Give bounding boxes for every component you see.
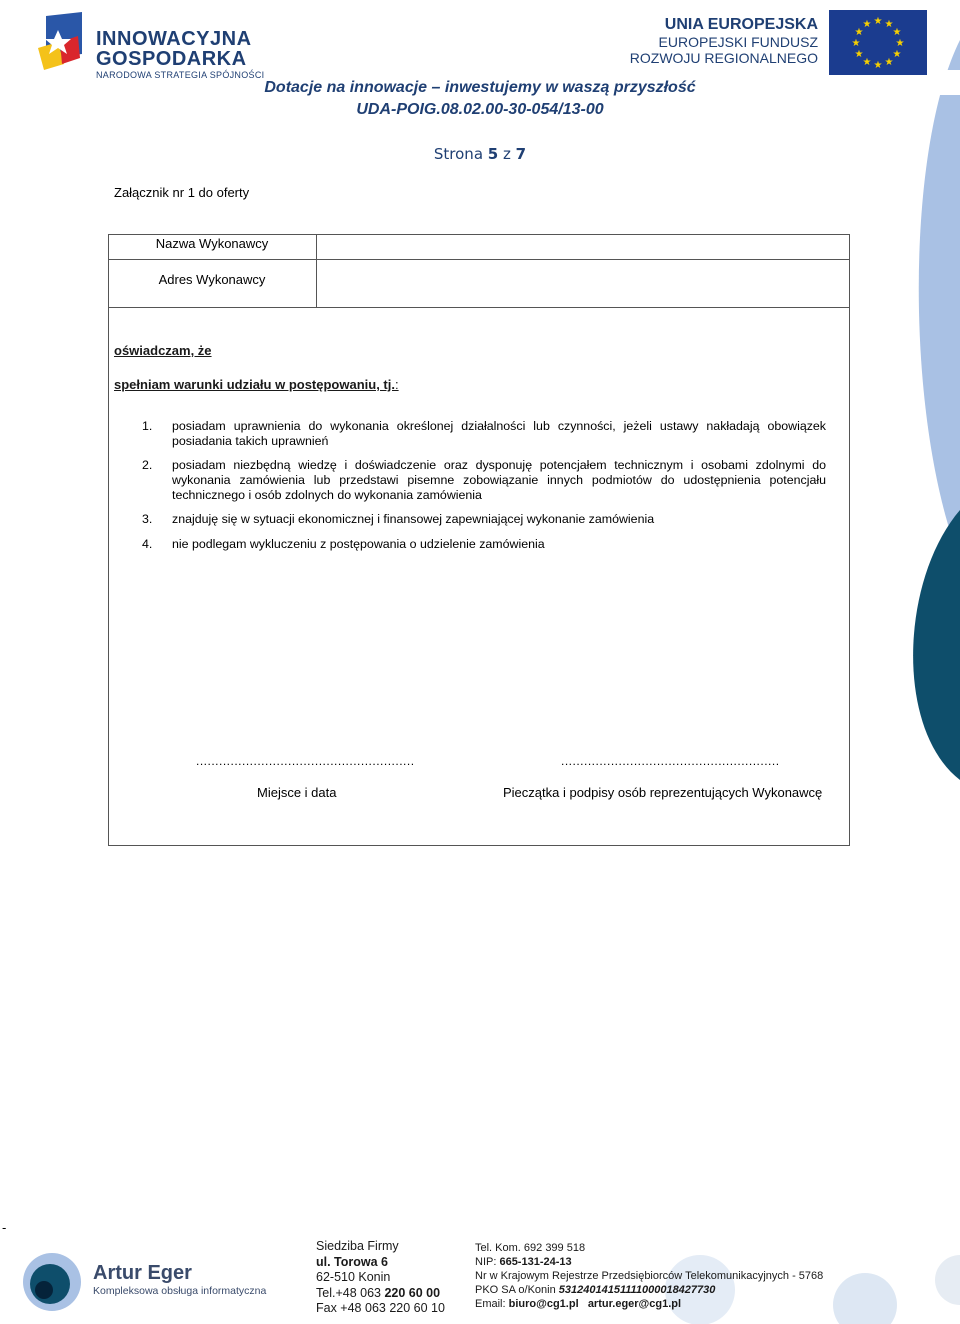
bank-account: 53124014151111000018427730 xyxy=(558,1284,716,1296)
project-number: UDA-POIG.08.02.00-30-054/13-00 xyxy=(356,101,604,118)
signature-label: Pieczątka i podpisy osób reprezentujących Wykonawcę xyxy=(503,785,823,800)
email-1[interactable]: biuro@cg1.pl xyxy=(508,1298,579,1310)
annex-title: Załącznik nr 1 do oferty xyxy=(114,185,250,200)
place-date-label: Miejsce i data xyxy=(257,785,337,800)
signature-line[interactable]: ......................................................... xyxy=(561,754,780,768)
svg-text:★: ★ xyxy=(892,49,902,60)
phone-number: 220 60 00 xyxy=(384,1285,441,1300)
email xyxy=(475,1297,823,1311)
city: 62-510 Konin xyxy=(316,1270,391,1284)
table-divider-2 xyxy=(108,307,850,308)
list-item-number: 2. xyxy=(142,458,153,472)
list-item-text: nie podlegam wykluczeniu z postępowania o udzielenie zamówienia xyxy=(172,537,545,551)
conditions-heading xyxy=(114,377,399,392)
declaration-heading: oświadczam, że xyxy=(114,343,212,358)
svg-text:★: ★ xyxy=(851,38,861,49)
svg-text:★: ★ xyxy=(884,19,894,30)
footer-contact-block xyxy=(475,1241,823,1311)
list-item-text: posiadam niezbędną wiedzę i doświadczenie oraz dysponuję potencjałem technicznym i osobami zdolnymi do wykonania zamówienia lub przedstawi pisemne zobowiązanie innych podmiotów do udostępnienia potencjału technicznego i osób zdolnych do wykonania zamówienia xyxy=(172,458,826,502)
page-indicator xyxy=(0,145,960,163)
logo-title-line1: INNOWACYJNA xyxy=(96,28,252,50)
list-item-number: 4. xyxy=(142,537,153,551)
page-total: 7 xyxy=(515,145,527,163)
footer-bubble xyxy=(833,1273,897,1324)
phone-prefix: Tel.+48 063 xyxy=(316,1285,385,1300)
company-tagline: Kompleksowa obsługa informatyczna xyxy=(93,1285,267,1297)
table-divider-1 xyxy=(108,259,850,260)
flag-star-icon xyxy=(36,12,92,82)
page-current: 5 xyxy=(487,145,499,163)
eu-stars xyxy=(829,10,927,75)
footer-address-block xyxy=(316,1239,445,1317)
contractor-name-field[interactable] xyxy=(318,236,848,258)
svg-text:★: ★ xyxy=(884,57,894,68)
footer-bubble-3 xyxy=(935,1255,960,1305)
eu-logo-line1: UNIA EUROPEJSKA xyxy=(664,16,818,33)
list-item-number: 3. xyxy=(142,512,153,526)
stray-dash: - xyxy=(2,1220,7,1235)
phone xyxy=(316,1286,445,1302)
mobile: Tel. Kom. 692 399 518 xyxy=(475,1242,586,1254)
svg-text:★: ★ xyxy=(862,19,872,30)
bank xyxy=(475,1283,823,1297)
email-label: Email: xyxy=(475,1298,509,1310)
svg-text:★: ★ xyxy=(862,57,872,68)
contractor-address-label: Adres Wykonawcy xyxy=(158,272,266,287)
table-column-divider xyxy=(316,234,317,308)
eu-flag-icon xyxy=(829,10,927,75)
nip xyxy=(475,1255,823,1269)
nip-value: 665-131-24-13 xyxy=(499,1256,572,1268)
list-item-text: posiadam uprawnienia do wykonania określonej działalności lub czynności, jeżeli ustawy nakładają obowiązek posiadania takich uprawnień xyxy=(172,419,826,448)
conditions-text: spełniam warunki udziału w postępowaniu, tj. xyxy=(114,377,395,392)
page-prefix: Strona xyxy=(433,145,484,163)
svg-text:★: ★ xyxy=(854,49,864,60)
innowacyjna-gospodarka-logo xyxy=(36,12,266,82)
conditions-colon: : xyxy=(394,377,399,392)
dark-teal-arc xyxy=(913,510,960,780)
contractor-address-field[interactable] xyxy=(318,261,848,306)
fax: Fax +48 063 220 60 10 xyxy=(316,1301,445,1315)
eu-logo-line3: ROZWOJU REGIONALNEGO xyxy=(629,50,818,66)
page-mid: z xyxy=(503,145,511,163)
svg-text:★: ★ xyxy=(873,60,883,71)
svg-text:★: ★ xyxy=(892,27,902,38)
logo-subtitle: NARODOWA STRATEGIA SPÓJNOŚCI xyxy=(96,70,265,80)
logo-title-line2: GOSPODARKA xyxy=(96,48,247,70)
register: Nr w Krajowym Rejestrze Przedsiębiorców Telekomunikacyjnych - 5768 xyxy=(475,1270,824,1282)
email-2[interactable]: artur.eger@cg1.pl xyxy=(587,1298,682,1310)
bank-label: PKO SA o/Konin xyxy=(475,1284,559,1296)
place-date-line[interactable]: ......................................................... xyxy=(196,754,415,768)
svg-text:★: ★ xyxy=(873,16,883,27)
motto: Dotacje na innowacje – inwestujemy w waszą przyszłość xyxy=(264,79,696,96)
svg-text:★: ★ xyxy=(854,27,864,38)
list-item-text: znajduję się w sytuacji ekonomicznej i finansowej zapewniającej wykonanie zamówienia xyxy=(172,512,655,526)
street: ul. Torowa 6 xyxy=(316,1254,388,1269)
eu-logo-line2: EUROPEJSKI FUNDUSZ xyxy=(658,34,818,50)
nip-label: NIP: xyxy=(475,1256,500,1268)
artur-eger-logo-icon xyxy=(22,1252,82,1312)
company-name: Artur Eger xyxy=(93,1262,192,1284)
hq-label: Siedziba Firmy xyxy=(316,1239,399,1253)
svg-text:★: ★ xyxy=(895,38,905,49)
contractor-name-label: Nazwa Wykonawcy xyxy=(155,236,269,251)
list-item-number: 1. xyxy=(142,419,153,433)
